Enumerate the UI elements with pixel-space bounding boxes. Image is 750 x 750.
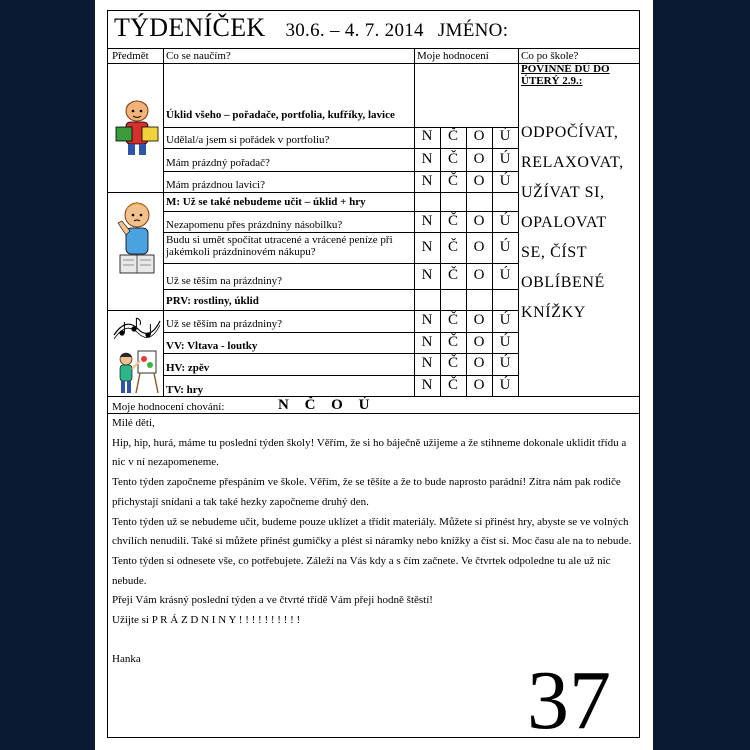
rating-o[interactable]: O [473,128,485,144]
rating-c[interactable]: Č [447,151,458,167]
rating-row [414,213,518,230]
header-rating: Moje hodnocení [417,50,489,62]
rating-n[interactable]: N [421,173,433,189]
rating-row [414,239,518,256]
header-after-school: Co po škole? [521,50,579,62]
music-notes-illustration [112,313,162,345]
grid-line [163,263,518,264]
rating-row [414,377,518,394]
rating-n[interactable]: N [421,377,433,393]
task-line: Úklid všeho – pořadače, portfolia, kufříky, lavice [166,109,395,121]
rating-o[interactable]: O [473,312,485,328]
weekly-sheet [107,10,640,747]
rating-row [414,267,518,284]
rating-c[interactable]: Č [447,267,458,283]
title-text: TÝDENÍČEK [114,13,266,42]
letter-body [112,414,634,670]
rating-c[interactable]: Č [447,239,458,255]
grid-line [163,48,164,396]
rating-c[interactable]: Č [447,173,458,189]
letter-paragraph: Užijte si P R Á Z D N I N Y ! ! ! ! ! ! ! ! ! ! [112,614,301,627]
grid-line [163,171,518,172]
task-line: Nezapomenu přes prázdniny násobilku? [166,219,343,231]
letter-paragraph: Tento týden už se nebudeme učit, budeme pouze uklízet a třídit materiály. Můžete si přinést hry, abyste se ve volných chvílích nenudili. Také si můžete přinést gumičky a plést si náramky nebo knížky a číst si. Moc času ale na to nebude. [112,515,632,548]
grid-line [163,353,518,354]
grid-line [163,289,518,290]
rating-c[interactable]: Č [447,377,458,393]
homework-note: POVINNÉ DÚ DO ÚTERÝ 2.9.: [521,63,610,87]
after-school-line: OPALOVAT [521,214,607,231]
grid-line [108,48,639,49]
grid-line [163,332,518,333]
rating-n[interactable]: N [421,312,433,328]
task-line: Už se těším na prázdniny? [166,318,283,330]
rating-o[interactable]: O [473,213,485,229]
letter-paragraph: Milé děti, [112,417,155,429]
grid-line [163,375,518,376]
task-line: TV: hry [166,384,204,396]
grid-line [163,232,518,233]
rating-n[interactable]: N [421,213,433,229]
rating-n[interactable]: N [421,151,433,167]
rating-o[interactable]: O [473,239,485,255]
task-line: Mám prázdný pořadač? [166,157,270,169]
rating-u[interactable]: Ú [499,173,511,189]
after-school-line: UŽÍVAT SI, [521,184,605,201]
after-school-line: SE, ČÍST [521,244,588,261]
grid-line [108,192,518,193]
task-line: Udělal/a jsem si pořádek v portfoliu? [166,134,330,146]
task-line: Budu si umět spočítat utracené a vrácené peníze při jakémkoli prázdninovém nákupu? [166,234,393,258]
rating-row [414,355,518,372]
task-line: HV: zpěv [166,362,210,374]
letter-paragraph: Tento týden si odnesete vše, co potřebujete. Záleží na Vás kdy a s čím začnete. Ve čtvrtek odpoledne tu ale už nic nebude. [112,554,611,587]
rating-o[interactable]: O [473,334,485,350]
rating-u[interactable]: Ú [499,213,511,229]
rating-n[interactable]: N [421,355,433,371]
rating-c[interactable]: Č [447,312,458,328]
header-subject: Předmět [112,50,149,62]
rating-u[interactable]: Ú [499,312,511,328]
child-thinking-illustration [114,197,160,281]
after-school-line: KNÍŽKY [521,304,586,321]
behavior-rating[interactable]: N Č O Ú [278,397,376,413]
rating-row [414,312,518,329]
rating-u[interactable]: Ú [499,267,511,283]
grid-line [108,310,518,311]
letter-paragraph: Hip, hip, hurá, máme tu poslední týden školy! Věřím, že si ho báječně užijeme a že stihneme dokonale uklidit třídu a nic v ní nezapomeneme. [112,436,627,469]
rating-u[interactable]: Ú [499,239,511,255]
rating-o[interactable]: O [473,267,485,283]
letter-paragraph: Přeji Vám krásný poslední týden a ve čtvrté třídě Vám přeji hodně štěstí! [112,594,433,607]
grid-line [163,211,518,212]
date-range: 30.6. – 4. 7. 2014 [285,20,424,41]
rating-row [414,334,518,351]
after-school-line: OBLÍBENÉ [521,274,605,291]
grid-line [518,48,519,396]
rating-u[interactable]: Ú [499,355,511,371]
task-line: Už se těším na prázdniny? [166,275,283,287]
rating-c[interactable]: Č [447,213,458,229]
behavior-label: Moje hodnocení chování: [112,401,225,413]
grid-line [163,148,518,149]
child-reading-illustration [114,97,160,157]
rating-o[interactable]: O [473,151,485,167]
rating-n[interactable]: N [421,239,433,255]
name-label: JMÉNO: [437,20,509,41]
task-line: VV: Vltava - loutky [166,340,258,352]
child-painting-illustration [114,347,160,395]
task-line: PRV: rostliny, úklid [166,295,259,307]
rating-row [414,151,518,168]
rating-u[interactable]: Ú [499,334,511,350]
rating-o[interactable]: O [473,173,485,189]
rating-o[interactable]: O [473,377,485,393]
rating-u[interactable]: Ú [499,377,511,393]
letter-signature: Hanka [112,653,141,666]
rating-u[interactable]: Ú [499,128,511,144]
rating-n[interactable]: N [421,128,433,144]
rating-n[interactable]: N [421,334,433,350]
task-line: Mám prázdnou lavici? [166,179,265,191]
after-school-line: ODPOČÍVAT, [521,124,619,141]
letter-paragraph: Tento týden započneme přespáním ve škole. Věřím, že se těšíte a že to bude naprosto parádní! Zítra nám pak rodiče přichystají snídani a tak také hezky započneme druhý den. [112,476,621,508]
rating-c[interactable]: Č [447,355,458,371]
rating-c[interactable]: Č [447,334,458,350]
rating-row [414,128,518,145]
rating-n[interactable]: N [421,267,433,283]
rating-row [414,173,518,190]
letter-paragraph [112,631,634,651]
page-number: 37 [527,654,611,747]
task-line: M: Už se také nebudeme učit – úklid + hry [166,196,366,208]
rating-o[interactable]: O [473,355,485,371]
after-school-line: RELAXOVAT, [521,154,624,171]
rating-u[interactable]: Ú [499,151,511,167]
rating-c[interactable]: Č [447,128,458,144]
header-learn: Co se naučím? [166,50,231,62]
sheet-title [114,13,508,43]
